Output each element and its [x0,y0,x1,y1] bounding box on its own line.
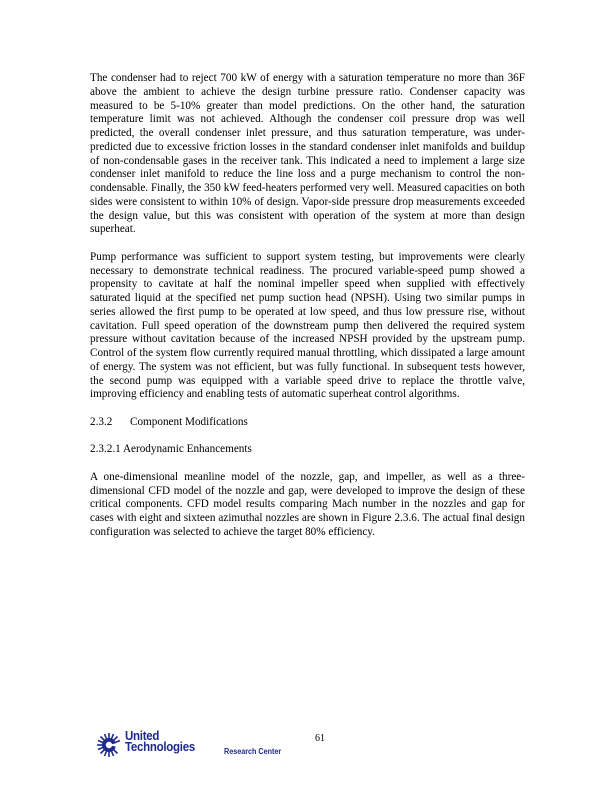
brand-line-2: Technologies [125,740,195,754]
page-footer [96,730,516,760]
paragraph-pump: Pump performance was sufficient to support system testing, but improvements were clearly necessary to demonstrate technical readiness. The procured variable-speed pump showed a propensity to cavitate at half the nominal impeller speed when supplied with effectively saturated liquid at the specified net pump suction head (NPSH). Using two similar pumps in series allowed the first pump to be operated at low speed, and thus low pressure rise, without cavitation. Full speed operation of the downstream pump then delivered the required system pressure without cavitation because of the increased NPSH provided by the upstream pump. Control of the system flow currently required manual throttling, which dissipated a large amount of energy. The system was not efficient, but was fully functional. In subsequent tests however, the second pump was equipped with a variable speed drive to replace the throttle valve, improving efficiency and enabling tests of automatic superheat control algorithms. [90,250,525,401]
brand-name [125,731,195,753]
sunburst-logo-icon [96,732,122,758]
section-number: 2.3.2 [90,415,113,428]
document-page [90,72,525,553]
page-number: 61 [315,733,325,744]
paragraph-condenser: The condenser had to reject 700 kW of energy with a saturation temperature no more than 36F above the ambient to achieve the design turbine pressure ratio. Condenser capacity was measured to be 5-10% greater than model predictions. On the other hand, the saturation temperature limit was not achieved. Although the condenser coil pressure drop was well predicted, the overall condenser inlet pressure, and thus saturation temperature, was under-predicted due to excessive friction losses in the standard condenser inlet manifolds and buildup of non-condensable gases in the receiver tank. This indicated a need to implement a large size condenser inlet manifold to reduce the line loss and a purge mechanism to control the non-condensable. Finally, the 350 kW feed-heaters performed very well. Measured capacities on both sides were consistent to within 10% of design. Vapor-side pressure drop measurements exceeded the design value, but this was consistent with operation of the system at more than design superheat. [90,72,525,236]
section-heading [90,416,525,430]
division-label: Research Center [224,747,282,756]
subsection-heading: 2.3.2.1 Aerodynamic Enhancements [90,443,252,456]
brand-line-1: United [125,729,160,743]
paragraph-aerodynamic: A one-dimensional meanline model of the nozzle, gap, and impeller, as well as a three-dimensional CFD model of the nozzle and gap, were developed to improve the design of these critical components. CFD model results comparing Mach number in the nozzles and gap for cases with eight and sixteen azimuthal nozzles are shown in Figure 2.3.6. The actual final design configuration was selected to achieve the target 80% efficiency. [90,470,525,538]
section-title: Component Modifications [130,415,248,428]
